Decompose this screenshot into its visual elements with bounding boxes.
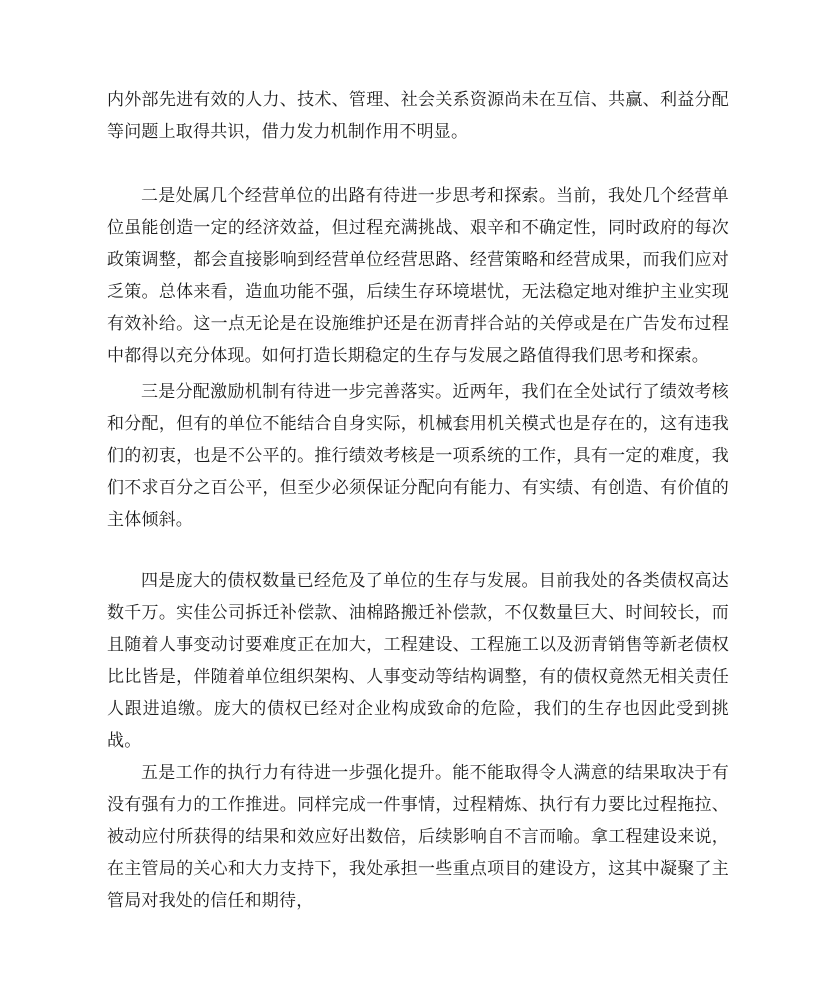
paragraph-5: 五是工作的执行力有待进一步强化提升。能不能取得令人满意的结果取决于有没有强有力的工作推进。同样完成一件事情，过程精炼、执行有力要比过程拖拉、被动应付所获得的结果和效应好出数倍，后续影响自不言而喻。拿工程建设来说，在主管局的关心和大力支持下，我处承担一些重点项目的建设方，这其中凝聚了主管局对我处的信任和期待， [107, 763, 729, 911]
paragraph-3: 三是分配激励机制有待进一步完善落实。近两年，我们在全处试行了绩效考核和分配，但有的单位不能结合自身实际，机械套用机关模式也是存在的，这有违我们的初衷，也是不公平的。推行绩效考核是一项系统的工作，具有一定的难度，我们不求百分之百公平，但至少必须保证分配向有能力、有实绩、有创造、有价值的主体倾斜。 [107, 382, 729, 530]
paragraph-4: 四是庞大的债权数量已经危及了单位的生存与发展。目前我处的各类债权高达数千万。实佳公司拆迁补偿款、油棉路搬迁补偿款，不仅数量巨大、时间较长，而且随着人事变动讨要难度正在加大，工程建设、工程施工以及沥青销售等新老债权比比皆是，伴随着单位组织架构、人事变动等结构调整，有的债权竟然无相关责任人跟进追缴。庞大的债权已经对企业构成致命的危险，我们的生存也因此受到挑战。 [107, 571, 729, 751]
paragraph-2: 二是处属几个经营单位的出路有待进一步思考和探索。当前，我处几个经营单位虽能创造一定的经济效益，但过程充满挑战、艰辛和不确定性，同时政府的每次政策调整，都会直接影响到经营单位经营思路、经营策略和经营成果，而我们应对乏策。总体来看，造血功能不强，后续生存环境堪忧，无法稳定地对维护主业实现有效补给。这一点无论是在设施维护还是在沥青拌合站的关停或是在广告发布过程中都得以充分体现。如何打造长期稳定的生存与发展之路值得我们思考和探索。 [107, 186, 729, 366]
paragraph-1: 内外部先进有效的人力、技术、管理、社会关系资源尚未在互信、共赢、利益分配等问题上取得共识，借力发力机制作用不明显。 [107, 90, 729, 142]
